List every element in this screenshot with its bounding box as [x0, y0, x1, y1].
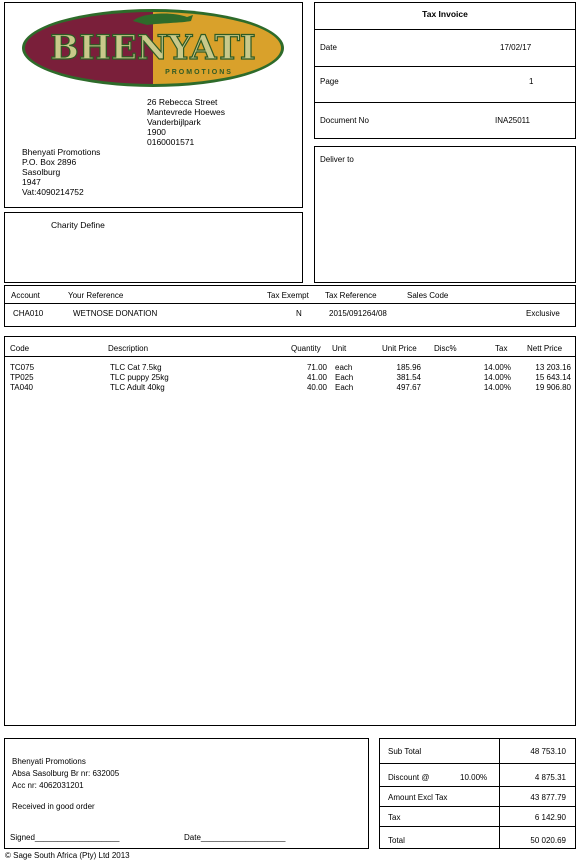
bank-branch: Absa Sasolburg Br nr: 632005: [12, 769, 120, 778]
your-reference-header: Your Reference: [68, 291, 124, 300]
account-header: Account: [11, 291, 40, 300]
copyright-footer: © Sage South Africa (Pty) Ltd 2013: [5, 851, 130, 860]
tax-reference-header: Tax Reference: [325, 291, 377, 300]
grand-total-label: Total: [388, 836, 405, 845]
received-in-good-order: Received in good order: [12, 802, 95, 811]
amount-excl-tax-label: Amount Excl Tax: [388, 793, 448, 802]
company-box: [4, 2, 303, 208]
unit-header: Unit: [332, 344, 347, 353]
account-strip: [4, 285, 576, 327]
tax-exempt-value: N: [296, 309, 302, 318]
logo-name: BHENYATI: [50, 28, 256, 68]
page-value: 1: [529, 77, 534, 86]
bank-details-box: [4, 738, 369, 849]
bhenyati-logo: [21, 7, 285, 89]
subtotal-label: Sub Total: [388, 747, 422, 756]
account-value: CHA010: [13, 309, 44, 318]
totals-box: [379, 738, 576, 849]
nett-price-header: Nett Price: [527, 344, 563, 353]
date-line: Date___________________: [184, 833, 286, 842]
unit-price-header: Unit Price: [382, 344, 417, 353]
signed-line: Signed___________________: [10, 833, 120, 842]
page-label: Page: [320, 77, 339, 86]
document-number-value: INA25011: [495, 116, 530, 125]
exclusive-value: Exclusive: [526, 309, 560, 318]
customer-address: Bhenyati Promotions P.O. Box 2896 Sasolburg 1947 Vat:4090214752: [22, 147, 101, 197]
code-header: Code: [10, 344, 30, 353]
subtotal-value: 48 753.10: [530, 747, 566, 756]
quantity-header: Quantity: [291, 344, 321, 353]
date-value: 17/02/17: [500, 43, 532, 52]
discount-percent: 10.00%: [460, 773, 488, 782]
charity-label: Charity Define: [51, 220, 105, 230]
supplier-address: 26 Rebecca Street Mantevrede Hoewes Vanderbijlpark 1900 0160001571: [147, 97, 225, 147]
tax-reference-value: 2015/091264/08: [329, 309, 387, 318]
disc-header: Disc%: [434, 344, 457, 353]
discount-label: Discount @: [388, 773, 430, 782]
deliver-to-label: Deliver to: [320, 155, 354, 164]
grand-total-value: 50 020.69: [530, 836, 566, 845]
discount-value: 4 875.31: [534, 773, 566, 782]
amount-excl-tax-value: 43 877.79: [530, 793, 566, 802]
date-label: Date: [320, 43, 337, 52]
document-number-label: Document No: [320, 116, 369, 125]
bank-account-number: Acc nr: 4062031201: [12, 781, 84, 790]
deliver-to-box: [314, 146, 576, 283]
bank-company-name: Bhenyati Promotions: [12, 757, 86, 766]
your-reference-value: WETNOSE DONATION: [73, 309, 158, 318]
invoice-title: Tax Invoice: [422, 9, 468, 19]
charity-box: [4, 212, 303, 283]
invoice-info-box: [314, 2, 576, 139]
tax-exempt-header: Tax Exempt: [267, 291, 309, 300]
logo-sub: PROMOTIONS: [165, 69, 233, 76]
tax-total-value: 6 142.90: [534, 813, 566, 822]
tax-header: Tax: [495, 344, 508, 353]
tax-total-label: Tax: [388, 813, 401, 822]
description-header: Description: [108, 344, 149, 353]
items-box: Code Description Quantity Unit Unit Price Disc% Tax Nett Price TC075 TLC Cat 7.5kg 71.00 each 185.96 14.00% 13 203.16 TP025 TLC puppy 25kg 41.00 Each 381.54 14.00% 15 643.14 TA040 TLC Adult 40kg 40.00 Each 497.67 14.00% 19 906.80: [4, 336, 576, 726]
sales-code-header: Sales Code: [407, 291, 449, 300]
